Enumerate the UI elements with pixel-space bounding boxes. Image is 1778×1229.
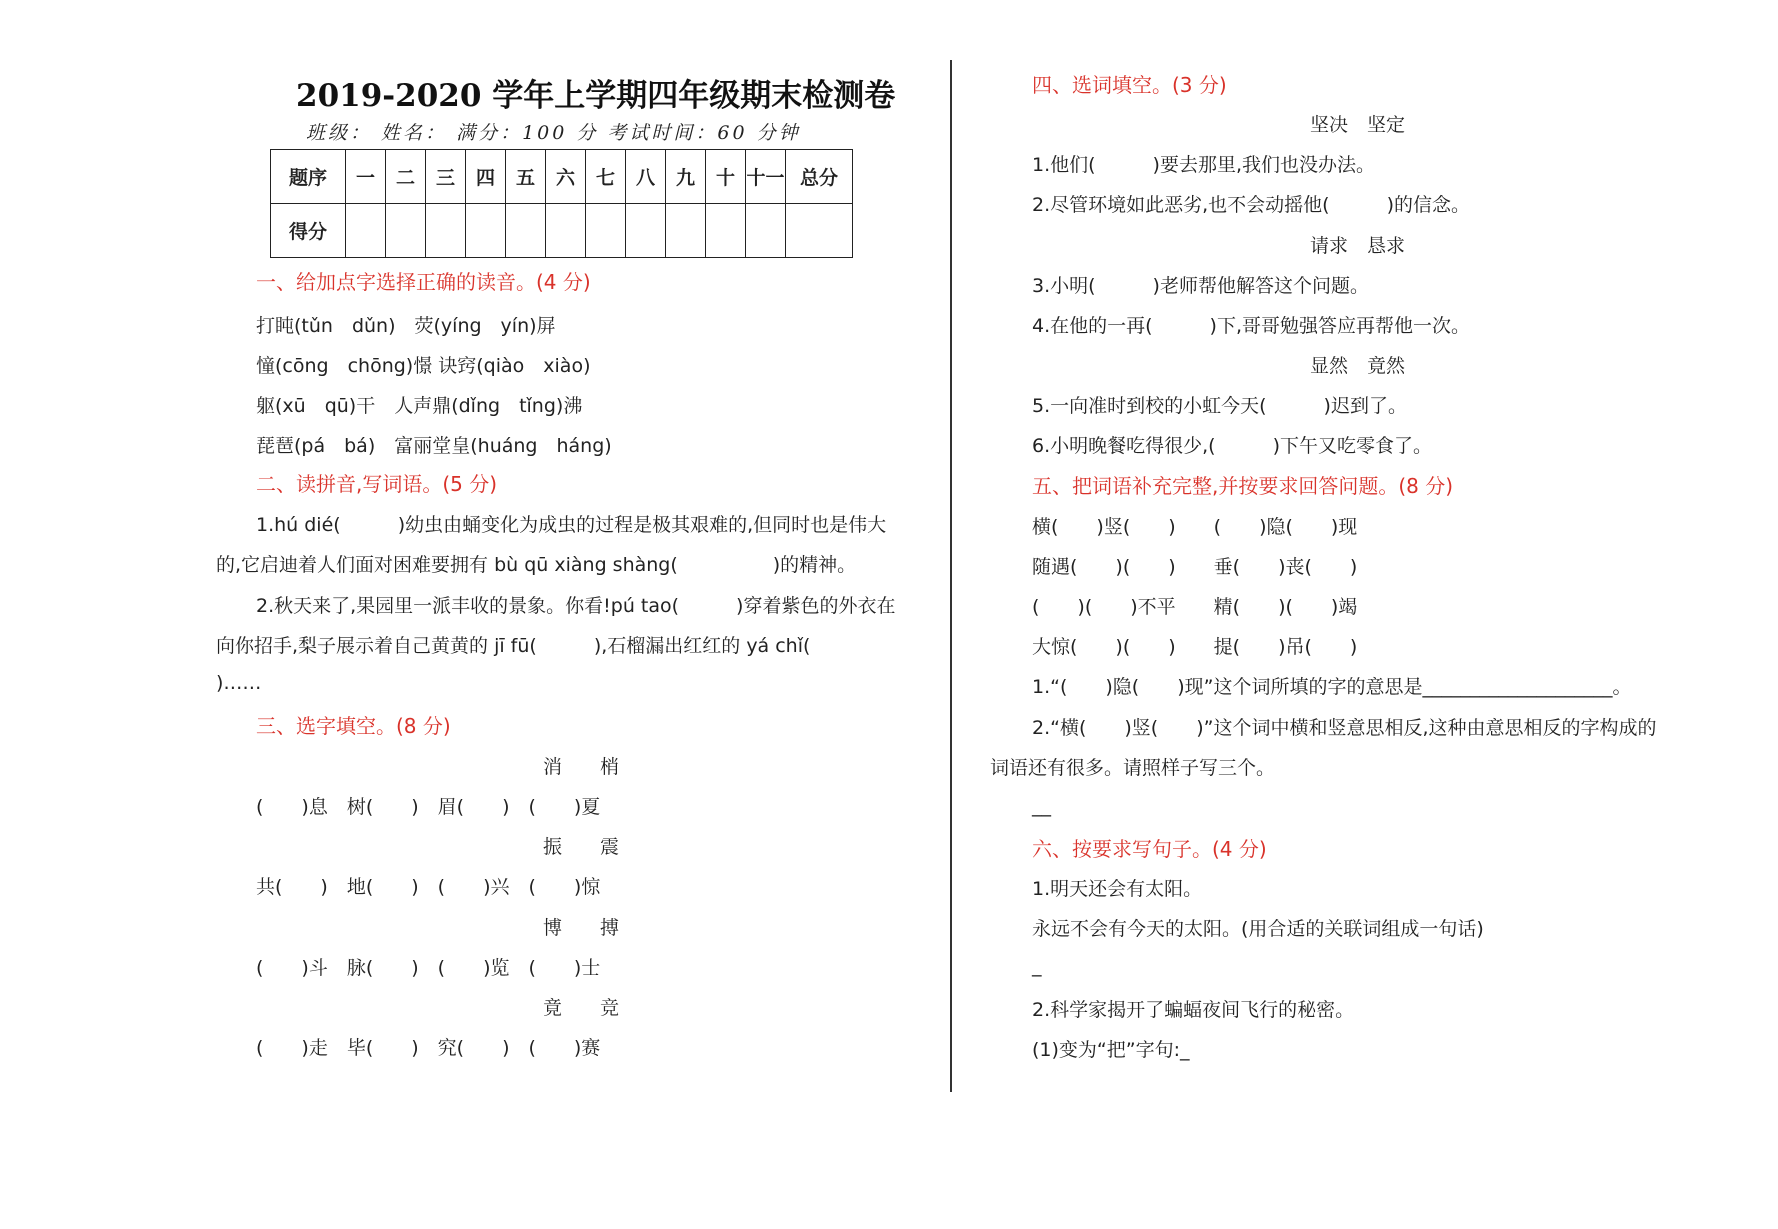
question-number: 六 xyxy=(546,150,586,204)
sec5-idiom-row: 大惊( )( ) 提( )吊( ) xyxy=(1032,636,1358,658)
sec1-line: 憧(cōng chōng)憬 诀窍(qiào xiào) xyxy=(256,355,591,377)
sec4-word-choices: 请求 恳求 xyxy=(1310,235,1406,257)
question-number: 七 xyxy=(586,150,626,204)
sec3-fill-line: ( )息 树( ) 眉( ) ( )夏 xyxy=(256,796,601,818)
sec4-question: 2.尽管环境如此恶劣,也不会动摇他( )的信念。 xyxy=(1032,194,1470,216)
section-4-heading: 四、选词填空。(3 分) xyxy=(1032,73,1227,97)
sec4-word-choices: 显然 竟然 xyxy=(1310,355,1406,377)
sec6-line: (1)变为“把”字句:_ xyxy=(1032,1039,1190,1061)
row-label-score: 得分 xyxy=(271,204,346,258)
question-number: 四 xyxy=(466,150,506,204)
score-cell[interactable] xyxy=(746,204,786,258)
sec4-word-choices: 坚决 坚定 xyxy=(1310,114,1406,136)
exam-title: 2019-2020 学年上学期四年级期末检测卷 xyxy=(296,78,896,114)
sec2-line: 向你招手,梨子展示着自己黄黄的 jī fū( ),石榴漏出红红的 yá chǐ( xyxy=(216,635,811,657)
sec4-question: 3.小明( )老师帮他解答这个问题。 xyxy=(1032,275,1369,297)
sec5-answer-blank[interactable]: __ xyxy=(1032,795,1051,817)
score-table xyxy=(270,149,853,258)
sec6-answer-blank[interactable]: _ xyxy=(1032,955,1042,977)
sec5-idiom-row: ( )( )不平 精( )( )竭 xyxy=(1032,596,1358,618)
score-cell[interactable] xyxy=(626,204,666,258)
sec6-line: 永远不会有今天的太阳。(用合适的关联词组成一句话) xyxy=(1032,918,1484,940)
section-3-heading: 三、选字填空。(8 分) xyxy=(256,714,451,738)
sec3-fill-line: ( )走 毕( ) 究( ) ( )赛 xyxy=(256,1037,601,1059)
sec3-char-choices: 博 搏 xyxy=(543,917,620,939)
score-cell[interactable] xyxy=(506,204,546,258)
sec5-question-1: 1.“( )隐( )现”这个词所填的字的意思是____________________。 xyxy=(1032,676,1632,698)
row-label-order: 题序 xyxy=(271,150,346,204)
sec2-line: 2.秋天来了,果园里一派丰收的景象。你看!pú tao( )穿着紫色的外衣在 xyxy=(256,595,896,617)
sec4-question: 4.在他的一再( )下,哥哥勉强答应再帮他一次。 xyxy=(1032,315,1470,337)
sec1-line: 打盹(tǔn dǔn) 荧(yíng yín)屏 xyxy=(256,315,556,337)
sec3-fill-line: 共( ) 地( ) ( )兴 ( )惊 xyxy=(256,876,601,898)
sec5-question-2-cont: 词语还有很多。请照样子写三个。 xyxy=(990,757,1276,779)
question-number: 二 xyxy=(386,150,426,204)
score-cell[interactable] xyxy=(386,204,426,258)
sec2-line: )…… xyxy=(216,672,262,694)
sec4-question: 1.他们( )要去那里,我们也没办法。 xyxy=(1032,154,1375,176)
question-number: 九 xyxy=(666,150,706,204)
score-cell[interactable] xyxy=(666,204,706,258)
score-table-score-row xyxy=(271,204,853,258)
score-table-header-row xyxy=(271,150,853,204)
section-6-heading: 六、按要求写句子。(4 分) xyxy=(1032,837,1267,861)
score-cell[interactable] xyxy=(546,204,586,258)
sec5-idiom-row: 横( )竖( ) ( )隐( )现 xyxy=(1032,516,1358,538)
score-cell[interactable] xyxy=(466,204,506,258)
sec3-char-choices: 振 震 xyxy=(543,836,620,858)
sec3-char-choices: 消 梢 xyxy=(543,756,620,778)
score-cell[interactable] xyxy=(426,204,466,258)
column-divider xyxy=(950,60,952,1092)
sec1-line: 躯(xū qū)干 人声鼎(dǐng tǐng)沸 xyxy=(256,395,583,417)
sec4-question: 6.小明晚餐吃得很少,( )下午又吃零食了。 xyxy=(1032,435,1432,457)
sec3-char-choices: 竟 竞 xyxy=(543,997,620,1019)
sec4-question: 5.一向准时到校的小虹今天( )迟到了。 xyxy=(1032,395,1407,417)
total-label: 总分 xyxy=(786,150,853,204)
sec2-line: 1.hú dié( )幼虫由蛹变化为成虫的过程是极其艰难的,但同时也是伟大 xyxy=(256,514,887,536)
score-cell[interactable] xyxy=(706,204,746,258)
sec5-question-2: 2.“横( )竖( )”这个词中横和竖意思相反,这种由意思相反的字构成的 xyxy=(1032,717,1657,739)
sec5-idiom-row: 随遇( )( ) 垂( )丧( ) xyxy=(1032,556,1358,578)
question-number: 十 xyxy=(706,150,746,204)
section-1-heading: 一、给加点字选择正确的读音。(4 分) xyxy=(256,270,591,294)
question-number: 一 xyxy=(346,150,386,204)
question-number: 十一 xyxy=(746,150,786,204)
question-number: 三 xyxy=(426,150,466,204)
question-number: 八 xyxy=(626,150,666,204)
sec3-fill-line: ( )斗 脉( ) ( )览 ( )士 xyxy=(256,957,601,979)
sec2-line: 的,它启迪着人们面对困难要拥有 bù qū xiàng shàng( )的精神。 xyxy=(216,554,857,576)
exam-info-line: 班级： 姓名： 满分：100 分 考试时间：60 分钟 xyxy=(306,122,801,144)
section-2-heading: 二、读拼音,写词语。(5 分) xyxy=(256,472,498,496)
score-cell[interactable] xyxy=(586,204,626,258)
total-score-cell[interactable] xyxy=(786,204,853,258)
question-number: 五 xyxy=(506,150,546,204)
sec6-line: 1.明天还会有太阳。 xyxy=(1032,878,1203,900)
score-cell[interactable] xyxy=(346,204,386,258)
sec1-line: 琵琶(pá bá) 富丽堂皇(huáng háng) xyxy=(256,435,612,457)
section-5-heading: 五、把词语补充完整,并按要求回答问题。(8 分) xyxy=(1032,474,1454,498)
sec6-line: 2.科学家揭开了蝙蝠夜间飞行的秘密。 xyxy=(1032,999,1355,1021)
